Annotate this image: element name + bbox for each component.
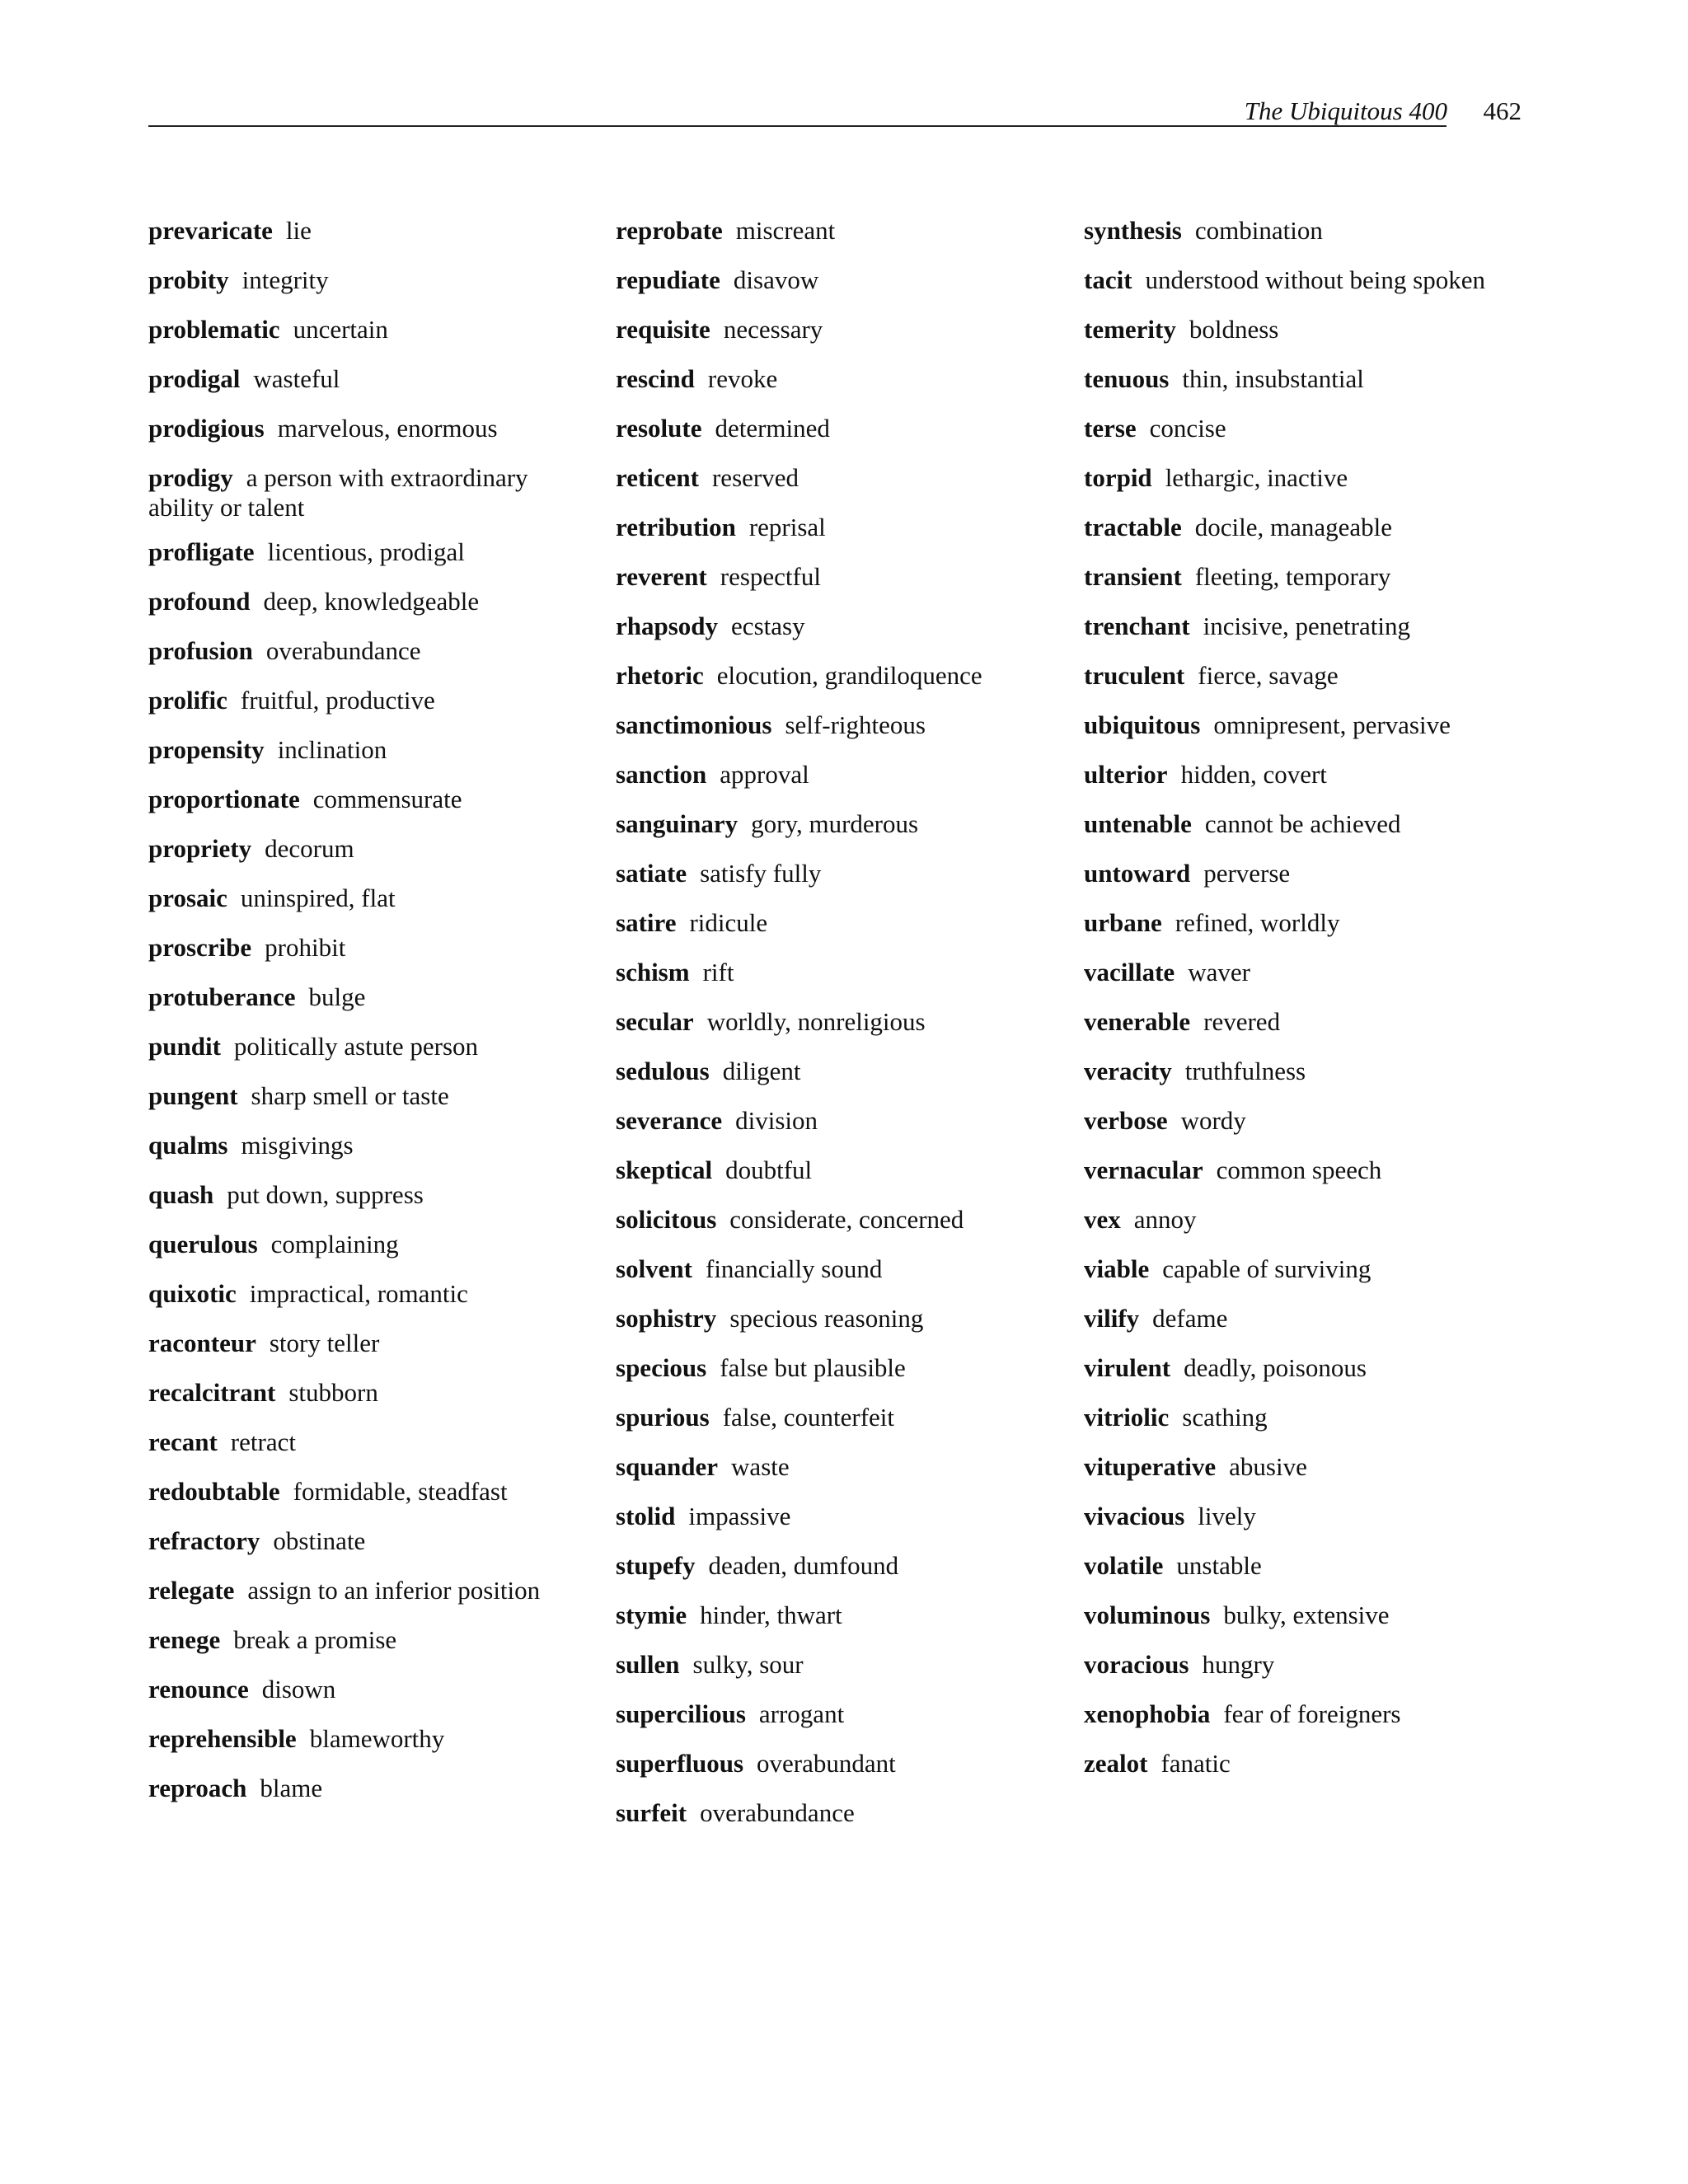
glossary-definition: fanatic (1160, 1749, 1231, 1778)
glossary-definition: defame (1152, 1304, 1228, 1333)
glossary-entry (148, 1427, 593, 1457)
glossary-definition: prohibit (265, 933, 346, 962)
glossary-definition: docile, manageable (1194, 513, 1393, 541)
glossary-term: solvent (616, 1254, 692, 1283)
glossary-term: sanctimonious (616, 710, 772, 739)
glossary-definition: doubtful (725, 1155, 813, 1184)
glossary-entry (148, 463, 593, 523)
glossary-term: stymie (616, 1601, 687, 1629)
glossary-term: repudiate (616, 265, 720, 294)
glossary-entry (1084, 1403, 1545, 1432)
glossary-term: rhapsody (616, 612, 719, 640)
glossary-entry (616, 1106, 1077, 1136)
glossary-definition: combination (1194, 216, 1323, 245)
glossary-entry (1084, 364, 1545, 394)
glossary-definition: sulky, sour (692, 1650, 804, 1679)
glossary-term: protuberance (148, 982, 296, 1011)
glossary-term: quixotic (148, 1279, 237, 1308)
glossary-term: pungent (148, 1081, 238, 1110)
glossary-term: resolute (616, 414, 702, 443)
glossary-entry (1084, 216, 1545, 246)
glossary-term: propensity (148, 735, 265, 764)
glossary-entry (1084, 1601, 1545, 1630)
glossary-term: vivacious (1084, 1502, 1185, 1530)
glossary-definition: miscreant (735, 216, 836, 245)
glossary-term: transient (1084, 562, 1182, 591)
glossary-entry (1084, 1007, 1545, 1037)
glossary-term: proscribe (148, 933, 252, 962)
glossary-term: pundit (148, 1032, 221, 1061)
glossary-entry (148, 1774, 593, 1803)
glossary-definition: revoke (707, 364, 778, 393)
glossary-definition: bulky, extensive (1223, 1601, 1390, 1629)
glossary-definition: fierce, savage (1198, 661, 1339, 690)
glossary-entry (616, 1304, 1077, 1333)
glossary-term: reticent (616, 463, 699, 492)
glossary-definition: satisfy fully (700, 859, 822, 888)
glossary-entry (1084, 1650, 1545, 1680)
glossary-definition: omnipresent, pervasive (1213, 710, 1451, 739)
glossary-definition: wasteful (253, 364, 340, 393)
glossary-entry (148, 265, 593, 295)
glossary-definition: deaden, dumfound (708, 1551, 899, 1580)
glossary-entry (1084, 513, 1545, 542)
glossary-term: temerity (1084, 315, 1176, 344)
glossary-entry (616, 1502, 1077, 1531)
glossary-entry (1084, 1106, 1545, 1136)
glossary-term: schism (616, 958, 690, 987)
glossary-term: reprobate (616, 216, 723, 245)
glossary-definition: considerate, concerned (729, 1205, 964, 1234)
glossary-definition: fruitful, productive (240, 686, 435, 715)
glossary-term: raconteur (148, 1329, 256, 1357)
glossary-term: sedulous (616, 1057, 710, 1085)
glossary-definition: hidden, covert (1180, 760, 1327, 789)
page-number: 462 (1483, 96, 1522, 125)
glossary-definition: uncertain (293, 315, 388, 344)
glossary-term: stolid (616, 1502, 676, 1530)
glossary-definition: fleeting, temporary (1194, 562, 1391, 591)
glossary-term: spurious (616, 1403, 710, 1432)
glossary-definition: disown (261, 1675, 336, 1704)
glossary-term: prosaic (148, 883, 227, 912)
glossary-definition: misgivings (241, 1131, 354, 1160)
glossary-term: sanction (616, 760, 707, 789)
glossary-term: proportionate (148, 785, 300, 813)
glossary-entry (148, 315, 593, 344)
glossary-term: reprehensible (148, 1724, 297, 1753)
glossary-entry (616, 612, 1077, 641)
glossary-column-3 (1084, 216, 1545, 1798)
glossary-definition: blame (260, 1774, 323, 1802)
glossary-definition: gory, murderous (751, 809, 919, 838)
glossary-definition: obstinate (273, 1526, 366, 1555)
glossary-entry (1084, 908, 1545, 938)
glossary-definition: financially sound (706, 1254, 883, 1283)
glossary-term: reverent (616, 562, 707, 591)
glossary-definition: capable of surviving (1162, 1254, 1372, 1283)
glossary-entry (1084, 661, 1545, 691)
glossary-definition: unstable (1176, 1551, 1262, 1580)
glossary-entry (148, 735, 593, 765)
glossary-term: vacillate (1084, 958, 1175, 987)
glossary-definition: formidable, steadfast (293, 1477, 508, 1506)
glossary-entry (616, 1650, 1077, 1680)
glossary-definition: diligent (722, 1057, 801, 1085)
glossary-entry (616, 216, 1077, 246)
glossary-definition: determined (715, 414, 830, 443)
glossary-definition: inclination (277, 735, 387, 764)
glossary-definition: specious reasoning (729, 1304, 924, 1333)
glossary-term: propriety (148, 834, 252, 863)
glossary-entry (616, 1353, 1077, 1383)
glossary-definition: fear of foreigners (1223, 1699, 1401, 1728)
glossary-entry (148, 1131, 593, 1160)
glossary-entry (616, 1205, 1077, 1235)
glossary-definition: understood without being spoken (1145, 265, 1485, 294)
glossary-entry (148, 1526, 593, 1556)
glossary-entry (148, 216, 593, 246)
glossary-term: voracious (1084, 1650, 1189, 1679)
glossary-term: profligate (148, 537, 255, 566)
glossary-definition: overabundant (757, 1749, 896, 1778)
glossary-definition: respectful (720, 562, 821, 591)
glossary-entry (1084, 1304, 1545, 1333)
glossary-term: prodigy (148, 463, 233, 492)
glossary-definition: thin, insubstantial (1182, 364, 1364, 393)
glossary-entry (1084, 1452, 1545, 1482)
glossary-definition: concise (1149, 414, 1226, 443)
glossary-entry (1084, 1749, 1545, 1779)
glossary-term: sanguinary (616, 809, 738, 838)
glossary-term: prolific (148, 686, 227, 715)
glossary-term: xenophobia (1084, 1699, 1211, 1728)
glossary-definition: integrity (241, 265, 329, 294)
glossary-term: urbane (1084, 908, 1162, 937)
glossary-term: recant (148, 1427, 218, 1456)
glossary-definition: division (735, 1106, 818, 1135)
header-rule (148, 125, 1447, 127)
glossary-entry (1084, 809, 1545, 839)
glossary-definition: cannot be achieved (1204, 809, 1401, 838)
running-title: The Ubiquitous 400 (1244, 96, 1447, 125)
glossary-entry (1084, 1353, 1545, 1383)
glossary-entry (1084, 265, 1545, 295)
glossary-definition: scathing (1182, 1403, 1268, 1432)
glossary-definition: impassive (688, 1502, 791, 1530)
glossary-definition: blameworthy (309, 1724, 445, 1753)
glossary-entry (148, 636, 593, 666)
glossary-term: ulterior (1084, 760, 1168, 789)
glossary-term: rescind (616, 364, 695, 393)
glossary-definition: licentious, prodigal (267, 537, 465, 566)
glossary-definition: ridicule (689, 908, 768, 937)
glossary-entry (1084, 1551, 1545, 1581)
glossary-entry (148, 1625, 593, 1655)
glossary-definition: politically astute person (233, 1032, 479, 1061)
glossary-entry (148, 1477, 593, 1507)
glossary-term: severance (616, 1106, 723, 1135)
glossary-term: terse (1084, 414, 1137, 443)
glossary-entry (1084, 1155, 1545, 1185)
glossary-term: squander (616, 1452, 719, 1481)
glossary-definition: approval (720, 760, 809, 789)
glossary-definition: commensurate (312, 785, 462, 813)
glossary-definition: overabundance (700, 1798, 855, 1827)
glossary-entry (616, 859, 1077, 888)
glossary-term: requisite (616, 315, 710, 344)
glossary-term: refractory (148, 1526, 260, 1555)
glossary-definition: arrogant (758, 1699, 845, 1728)
glossary-entry (616, 513, 1077, 542)
glossary-entry (148, 1329, 593, 1358)
glossary-term: prodigal (148, 364, 241, 393)
glossary-definition: rift (702, 958, 734, 987)
glossary-entry (148, 587, 593, 616)
glossary-entry (1084, 1254, 1545, 1284)
glossary-definition: bulge (308, 982, 366, 1011)
glossary-definition: worldly, nonreligious (706, 1007, 926, 1036)
glossary-definition: deadly, poisonous (1184, 1353, 1367, 1382)
glossary-term: qualms (148, 1131, 228, 1160)
glossary-term: untenable (1084, 809, 1192, 838)
glossary-term: skeptical (616, 1155, 713, 1184)
glossary-term: verbose (1084, 1106, 1168, 1135)
glossary-definition: waste (731, 1452, 790, 1481)
glossary-entry (1084, 1699, 1545, 1729)
glossary-definition: decorum (265, 834, 354, 863)
glossary-entry (148, 982, 593, 1012)
glossary-entry (616, 661, 1077, 691)
glossary-term: vitriolic (1084, 1403, 1170, 1432)
glossary-term: veracity (1084, 1057, 1172, 1085)
glossary-entry (616, 1749, 1077, 1779)
glossary-definition: deep, knowledgeable (263, 587, 480, 616)
glossary-entry (148, 933, 593, 963)
glossary-entry (616, 1057, 1077, 1086)
glossary-term: surfeit (616, 1798, 687, 1827)
glossary-entry (1084, 562, 1545, 592)
glossary-entry (1084, 958, 1545, 987)
glossary-entry (616, 1254, 1077, 1284)
glossary-definition: lethargic, inactive (1165, 463, 1348, 492)
glossary-entry (1084, 1205, 1545, 1235)
glossary-definition: reprisal (748, 513, 826, 541)
glossary-term: trenchant (1084, 612, 1190, 640)
glossary-entry (148, 1180, 593, 1210)
glossary-entry (1084, 315, 1545, 344)
glossary-entry (1084, 1057, 1545, 1086)
glossary-term: supercilious (616, 1699, 746, 1728)
glossary-entry (148, 537, 593, 567)
glossary-term: vituperative (1084, 1452, 1217, 1481)
glossary-entry (616, 1601, 1077, 1630)
glossary-entry (616, 710, 1077, 740)
glossary-entry (148, 1576, 593, 1605)
glossary-entry (148, 1724, 593, 1754)
glossary-definition: incisive, penetrating (1203, 612, 1410, 640)
glossary-term: venerable (1084, 1007, 1191, 1036)
glossary-definition: marvelous, enormous (277, 414, 498, 443)
glossary-term: relegate (148, 1576, 235, 1605)
glossary-definition: sharp smell or taste (251, 1081, 449, 1110)
glossary-definition: a person with extraordinary ability or talent (148, 463, 528, 522)
glossary-definition: impractical, romantic (249, 1279, 468, 1308)
glossary-entry (616, 265, 1077, 295)
glossary-entry (616, 414, 1077, 443)
glossary-term: untoward (1084, 859, 1191, 888)
glossary-term: secular (616, 1007, 694, 1036)
glossary-entry (616, 1403, 1077, 1432)
glossary-column-2 (616, 216, 1077, 1848)
glossary-definition: false but plausible (720, 1353, 906, 1382)
glossary-definition: assign to an inferior position (247, 1576, 541, 1605)
glossary-definition: refined, worldly (1175, 908, 1340, 937)
glossary-definition: break a promise (233, 1625, 397, 1654)
glossary-term: solicitous (616, 1205, 717, 1234)
glossary-term: probity (148, 265, 229, 294)
glossary-definition: truthfulness (1184, 1057, 1306, 1085)
page-header (148, 97, 1522, 127)
glossary-entry (148, 686, 593, 715)
glossary-term: redoubtable (148, 1477, 280, 1506)
glossary-term: satire (616, 908, 677, 937)
glossary-definition: elocution, grandiloquence (716, 661, 982, 690)
glossary-entry (1084, 859, 1545, 888)
glossary-term: tacit (1084, 265, 1132, 294)
glossary-entry (1084, 760, 1545, 790)
glossary-term: prevaricate (148, 216, 273, 245)
glossary-definition: self-righteous (785, 710, 926, 739)
glossary-term: renege (148, 1625, 221, 1654)
glossary-definition: annoy (1133, 1205, 1197, 1234)
glossary-entry (148, 1378, 593, 1408)
glossary-term: truculent (1084, 661, 1185, 690)
glossary-entry (148, 1032, 593, 1062)
glossary-definition: reserved (711, 463, 799, 492)
glossary-entry (616, 809, 1077, 839)
glossary-term: renounce (148, 1675, 249, 1704)
glossary-term: torpid (1084, 463, 1152, 492)
glossary-entry (148, 1081, 593, 1111)
glossary-definition: perverse (1203, 859, 1291, 888)
glossary-term: quash (148, 1180, 214, 1209)
glossary-term: profusion (148, 636, 253, 665)
glossary-definition: wordy (1180, 1106, 1246, 1135)
glossary-entry (616, 908, 1077, 938)
glossary-term: voluminous (1084, 1601, 1211, 1629)
glossary-term: vex (1084, 1205, 1121, 1234)
glossary-term: recalcitrant (148, 1378, 276, 1407)
glossary-entry (148, 1230, 593, 1259)
glossary-term: stupefy (616, 1551, 696, 1580)
glossary-entry (1084, 1502, 1545, 1531)
glossary-term: querulous (148, 1230, 258, 1258)
glossary-entry (616, 1699, 1077, 1729)
glossary-entry (1084, 612, 1545, 641)
glossary-definition: hinder, thwart (700, 1601, 842, 1629)
glossary-entry (616, 1155, 1077, 1185)
glossary-definition: overabundance (265, 636, 421, 665)
glossary-term: vilify (1084, 1304, 1140, 1333)
glossary-term: superfluous (616, 1749, 744, 1778)
glossary-entry (616, 958, 1077, 987)
glossary-term: ubiquitous (1084, 710, 1201, 739)
glossary-definition: put down, suppress (227, 1180, 424, 1209)
glossary-definition: necessary (723, 315, 823, 344)
glossary-definition: retract (230, 1427, 296, 1456)
glossary-entry (616, 1452, 1077, 1482)
glossary-entry (616, 760, 1077, 790)
glossary-definition: uninspired, flat (240, 883, 396, 912)
glossary-definition: revered (1203, 1007, 1281, 1036)
glossary-definition: hungry (1202, 1650, 1275, 1679)
glossary-entry (1084, 463, 1545, 493)
glossary-term: viable (1084, 1254, 1150, 1283)
glossary-entry (1084, 710, 1545, 740)
glossary-column-1 (148, 216, 593, 1823)
glossary-term: synthesis (1084, 216, 1182, 245)
glossary-entry (616, 315, 1077, 344)
glossary-term: specious (616, 1353, 707, 1382)
glossary-definition: story teller (269, 1329, 380, 1357)
glossary-entry (148, 1675, 593, 1704)
glossary-term: rhetoric (616, 661, 704, 690)
glossary-definition: complaining (270, 1230, 399, 1258)
glossary-term: tenuous (1084, 364, 1170, 393)
glossary-definition: abusive (1229, 1452, 1307, 1481)
glossary-entry (1084, 414, 1545, 443)
glossary-entry (148, 414, 593, 443)
glossary-definition: lie (285, 216, 312, 245)
glossary-definition: common speech (1216, 1155, 1382, 1184)
glossary-definition: stubborn (288, 1378, 378, 1407)
glossary-entry (616, 562, 1077, 592)
glossary-definition: lively (1198, 1502, 1256, 1530)
glossary-term: satiate (616, 859, 687, 888)
glossary-entry (148, 883, 593, 913)
glossary-term: prodigious (148, 414, 265, 443)
glossary-entry (148, 364, 593, 394)
glossary-definition: boldness (1189, 315, 1279, 344)
glossary-entry (148, 785, 593, 814)
glossary-entry (148, 834, 593, 864)
glossary-term: sophistry (616, 1304, 717, 1333)
glossary-definition: ecstasy (731, 612, 805, 640)
glossary-entry (616, 1798, 1077, 1828)
glossary-term: tractable (1084, 513, 1182, 541)
glossary-term: volatile (1084, 1551, 1164, 1580)
glossary-term: sullen (616, 1650, 680, 1679)
glossary-term: reproach (148, 1774, 247, 1802)
glossary-term: vernacular (1084, 1155, 1203, 1184)
glossary-definition: disavow (733, 265, 819, 294)
glossary-entry (616, 1551, 1077, 1581)
glossary-entry (148, 1279, 593, 1309)
glossary-term: profound (148, 587, 251, 616)
glossary-entry (616, 364, 1077, 394)
glossary-term: problematic (148, 315, 280, 344)
glossary-term: retribution (616, 513, 736, 541)
glossary-term: virulent (1084, 1353, 1171, 1382)
glossary-definition: waver (1188, 958, 1250, 987)
glossary-term: zealot (1084, 1749, 1148, 1778)
glossary-definition: false, counterfeit (722, 1403, 895, 1432)
glossary-entry (616, 1007, 1077, 1037)
glossary-entry (616, 463, 1077, 493)
